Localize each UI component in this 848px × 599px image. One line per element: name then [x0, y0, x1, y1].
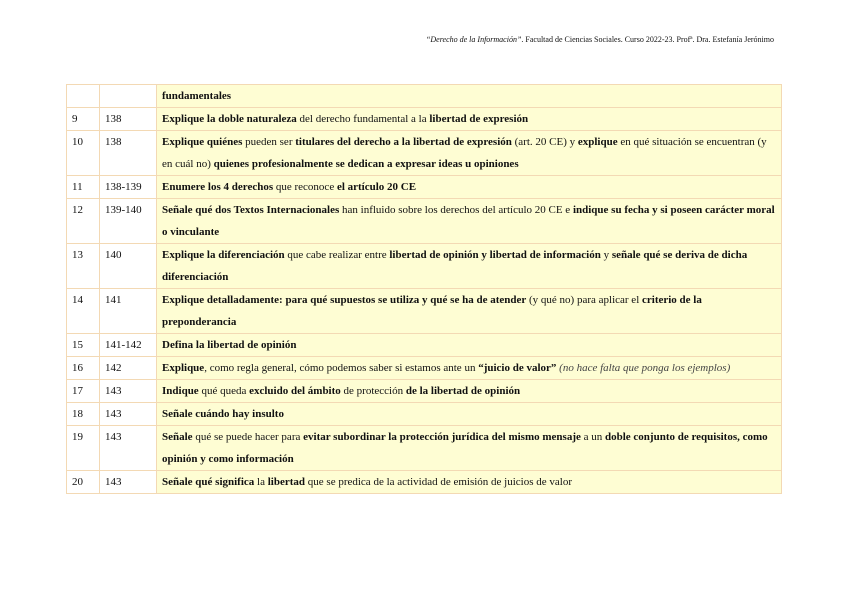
question-text-bold: quienes profesionalmente se dedican a expresar ideas u opiniones [213, 158, 519, 170]
header-details: . Facultad de Ciencias Sociales. Curso 2022-23. Profª. Dra. Estefanía Jerónimo [521, 35, 774, 44]
question-text-normal: la [254, 476, 268, 488]
question-number [67, 85, 100, 108]
page-header [426, 35, 774, 44]
question-text-bold: Explique [162, 362, 205, 374]
question-text [157, 380, 782, 403]
page-reference: 143 [100, 403, 157, 426]
question-number: 14 [67, 289, 100, 334]
question-text-bold: Señale cuándo hay insulto [162, 408, 284, 420]
question-text-normal: (y qué no) para aplicar el [526, 294, 642, 306]
page-reference: 138-139 [100, 176, 157, 199]
question-text-normal: qué queda [198, 385, 250, 397]
question-text-normal: qué se puede hacer para [192, 431, 304, 443]
page-reference: 143 [100, 426, 157, 471]
question-number: 19 [67, 426, 100, 471]
question-number: 9 [67, 108, 100, 131]
page-reference: 143 [100, 471, 157, 494]
page-reference: 142 [100, 357, 157, 380]
table-row [67, 176, 782, 199]
page-reference: 140 [100, 244, 157, 289]
page-reference: 139-140 [100, 199, 157, 244]
question-text-normal: de protección [340, 385, 406, 397]
question-text-normal: del derecho fundamental a la [296, 113, 430, 125]
question-number: 12 [67, 199, 100, 244]
question-text-bold: explique [577, 136, 618, 148]
question-text-bold: libertad de opinión y libertad de información [389, 249, 601, 261]
question-number: 15 [67, 334, 100, 357]
table-row [67, 403, 782, 426]
question-text-bold: Explique la diferenciación [162, 249, 285, 261]
table-row [67, 471, 782, 494]
question-text [157, 357, 782, 380]
question-number: 17 [67, 380, 100, 403]
page-reference: 143 [100, 380, 157, 403]
question-text-normal: , como regla general, cómo podemos saber si estamos ante un [204, 362, 479, 374]
table-row [67, 357, 782, 380]
question-text-bold: Explique quiénes [162, 136, 243, 148]
question-number: 18 [67, 403, 100, 426]
question-text [157, 403, 782, 426]
question-text-normal: a un [580, 431, 605, 443]
question-text [157, 108, 782, 131]
question-text-bold: indique su fecha y si poseen carácter moral o vinculante [162, 204, 775, 238]
question-text-bold: fundamentales [162, 90, 232, 102]
question-text-bold: de la libertad de opinión [405, 385, 521, 397]
question-text-bold: evitar subordinar la protección jurídica del mismo mensaje [303, 431, 581, 443]
question-text-normal: pueden ser [242, 136, 296, 148]
question-text-bold: “juicio de valor” [478, 362, 557, 374]
question-text-bold: Explique la doble naturaleza [162, 113, 297, 125]
table-row [67, 108, 782, 131]
question-text [157, 426, 782, 471]
question-number: 11 [67, 176, 100, 199]
question-number: 16 [67, 357, 100, 380]
question-text-normal: que se predica de la actividad de emisión de juicios de valor [305, 476, 572, 488]
table-row [67, 289, 782, 334]
question-text-normal: y [600, 249, 612, 261]
question-text-bold: Defina la libertad de opinión [162, 339, 297, 351]
page-reference: 141-142 [100, 334, 157, 357]
question-number: 20 [67, 471, 100, 494]
question-number: 13 [67, 244, 100, 289]
table-row [67, 85, 782, 108]
question-text-bold: libertad [267, 476, 306, 488]
question-text-bold: señale qué se deriva de dicha diferenciación [162, 249, 748, 283]
page-reference: 141 [100, 289, 157, 334]
course-title: “Derecho de la Información” [425, 35, 522, 44]
question-text [157, 176, 782, 199]
table-row [67, 244, 782, 289]
question-text [157, 471, 782, 494]
table-row [67, 131, 782, 176]
page-reference [100, 85, 157, 108]
table-row [67, 426, 782, 471]
question-text-normal: han influido sobre los derechos del artículo 20 CE e [339, 204, 573, 216]
question-text [157, 244, 782, 289]
page-reference: 138 [100, 131, 157, 176]
page-reference: 138 [100, 108, 157, 131]
questions-table [66, 84, 782, 494]
question-text-bold: libertad de expresión [429, 113, 529, 125]
question-text-bold: criterio de la preponderancia [162, 294, 702, 328]
table-row [67, 334, 782, 357]
table-row [67, 380, 782, 403]
question-text [157, 334, 782, 357]
question-text-normal: que cabe realizar entre [284, 249, 390, 261]
question-text-bold: excluido del ámbito [249, 385, 341, 397]
question-text-bold: Explique detalladamente: para qué supuestos se utiliza y qué se ha de atender [162, 294, 527, 306]
question-number: 10 [67, 131, 100, 176]
question-text-bold: Enumere los 4 derechos [162, 181, 274, 193]
question-text-bold: Indique [162, 385, 199, 397]
question-text [157, 289, 782, 334]
question-text-bold: Señale [162, 431, 193, 443]
question-text-normal: que reconoce [273, 181, 337, 193]
question-text-normal: (art. 20 CE) y [511, 136, 578, 148]
question-text-bold: el artículo 20 CE [336, 181, 417, 193]
table-row [67, 199, 782, 244]
question-text-bold: doble conjunto de requisitos, como opinión y como información [162, 431, 768, 465]
question-text-normal: en qué situación se encuentran (y en cuál no) [162, 136, 767, 170]
question-text-bold: Señale qué dos Textos Internacionales [162, 204, 340, 216]
question-text-normal: (no hace falta que ponga los ejemplos) [559, 362, 731, 374]
questions-table-body [67, 85, 782, 494]
question-text [157, 131, 782, 176]
question-text [157, 85, 782, 108]
question-text-bold: titulares del derecho a la libertad de expresión [295, 136, 512, 148]
question-text [157, 199, 782, 244]
question-text-bold: Señale qué significa [162, 476, 255, 488]
